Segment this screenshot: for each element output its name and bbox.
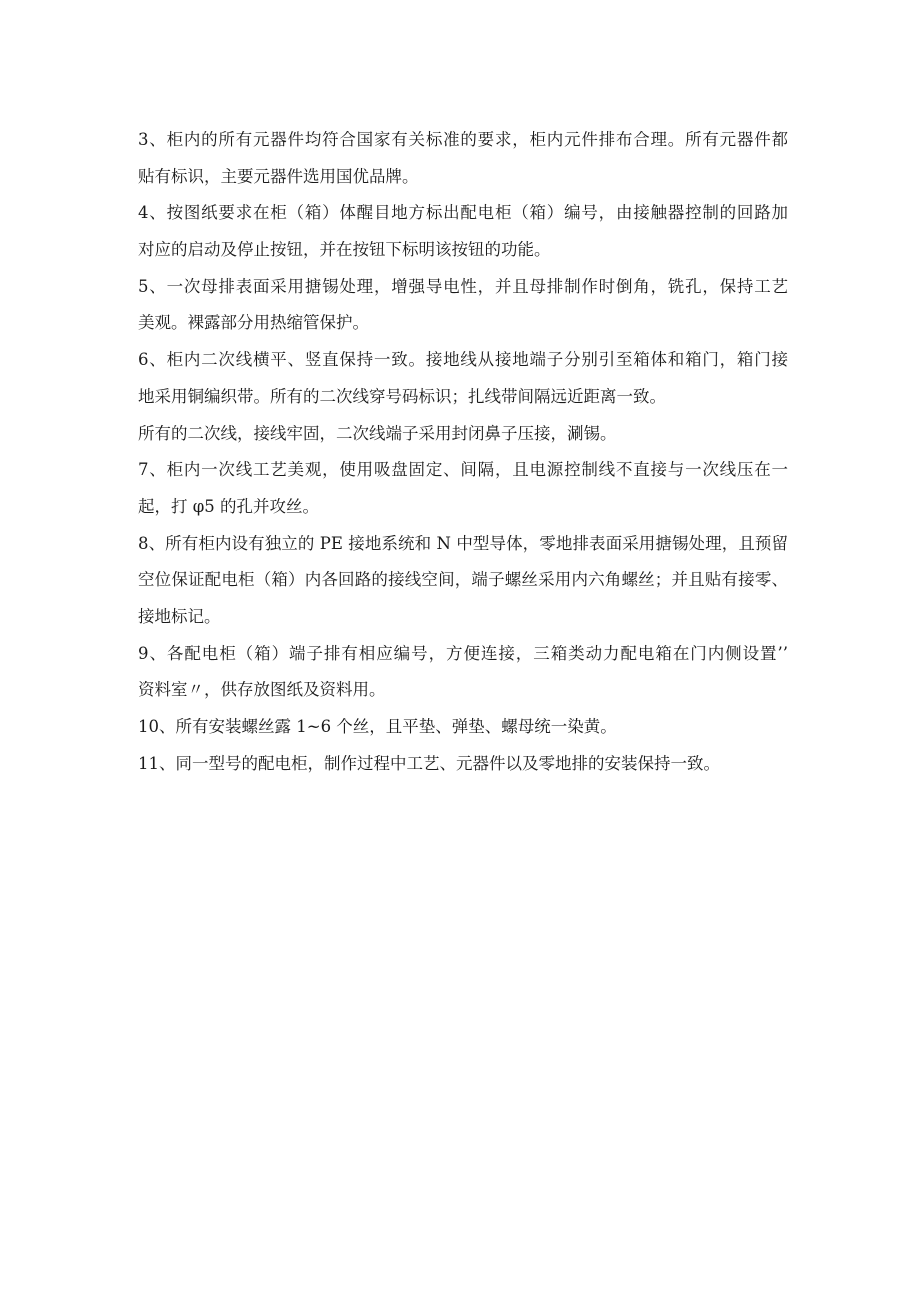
text-line: 空位保证配电柜（箱）内各回路的接线空间，端子螺丝采用内六角螺丝；并且贴有接零、 [138, 570, 788, 590]
document-body [138, 122, 788, 782]
text-line: 接地标记。 [138, 606, 221, 626]
text-line: 起，打 φ5 的孔并攻丝。 [138, 496, 320, 516]
text-line: 贴有标识，主要元器件选用国优品牌。 [138, 166, 419, 186]
text-line: 9、各配电柜（箱）端子排有相应编号，方便连接，三箱类动力配电箱在门内侧设置’’ [138, 643, 788, 663]
text-line: 3、柜内的所有元器件均符合国家有关标准的要求，柜内元件排布合理。所有元器件都 [138, 130, 788, 149]
text-line: 11、同一型号的配电柜，制作过程中工艺、元器件以及零地排的安装保持一致。 [138, 753, 720, 773]
text-line: 美观。裸露部分用热缩管保护。 [138, 313, 369, 333]
text-line: 所有的二次线，接线牢固，二次线端子采用封闭鼻子压接，涮锡。 [138, 423, 617, 443]
text-line: 对应的启动及停止按钮，并在按钮下标明该按钮的功能。 [138, 240, 551, 260]
text-line: 8、所有柜内设有独立的 PE 接地系统和 N 中型导体，零地排表面采用搪锡处理，且预留 [138, 533, 788, 553]
text-line: 地采用铜编织带。所有的二次线穿号码标识；扎线带间隔远近距离一致。 [138, 386, 666, 406]
text-line: 4、按图纸要求在柜（箱）体醒目地方标出配电柜（箱）编号，由接触器控制的回路加 [138, 203, 788, 223]
text-line: 7、柜内一次线工艺美观，使用吸盘固定、间隔，且电源控制线不直接与一次线压在一 [138, 460, 788, 480]
text-line: 6、柜内二次线横平、竖直保持一致。接地线从接地端子分别引至箱体和箱门，箱门接 [138, 350, 788, 370]
text-line: 5、一次母排表面采用搪锡处理，增强导电性，并且母排制作时倒角，铣孔，保持工艺 [138, 276, 788, 296]
text-line: 10、所有安装螺丝露 1~6 个丝，且平垫、弹垫、螺母统一染黄。 [138, 717, 617, 736]
text-line: 资料室〃，供存放图纸及资料用。 [138, 680, 386, 700]
